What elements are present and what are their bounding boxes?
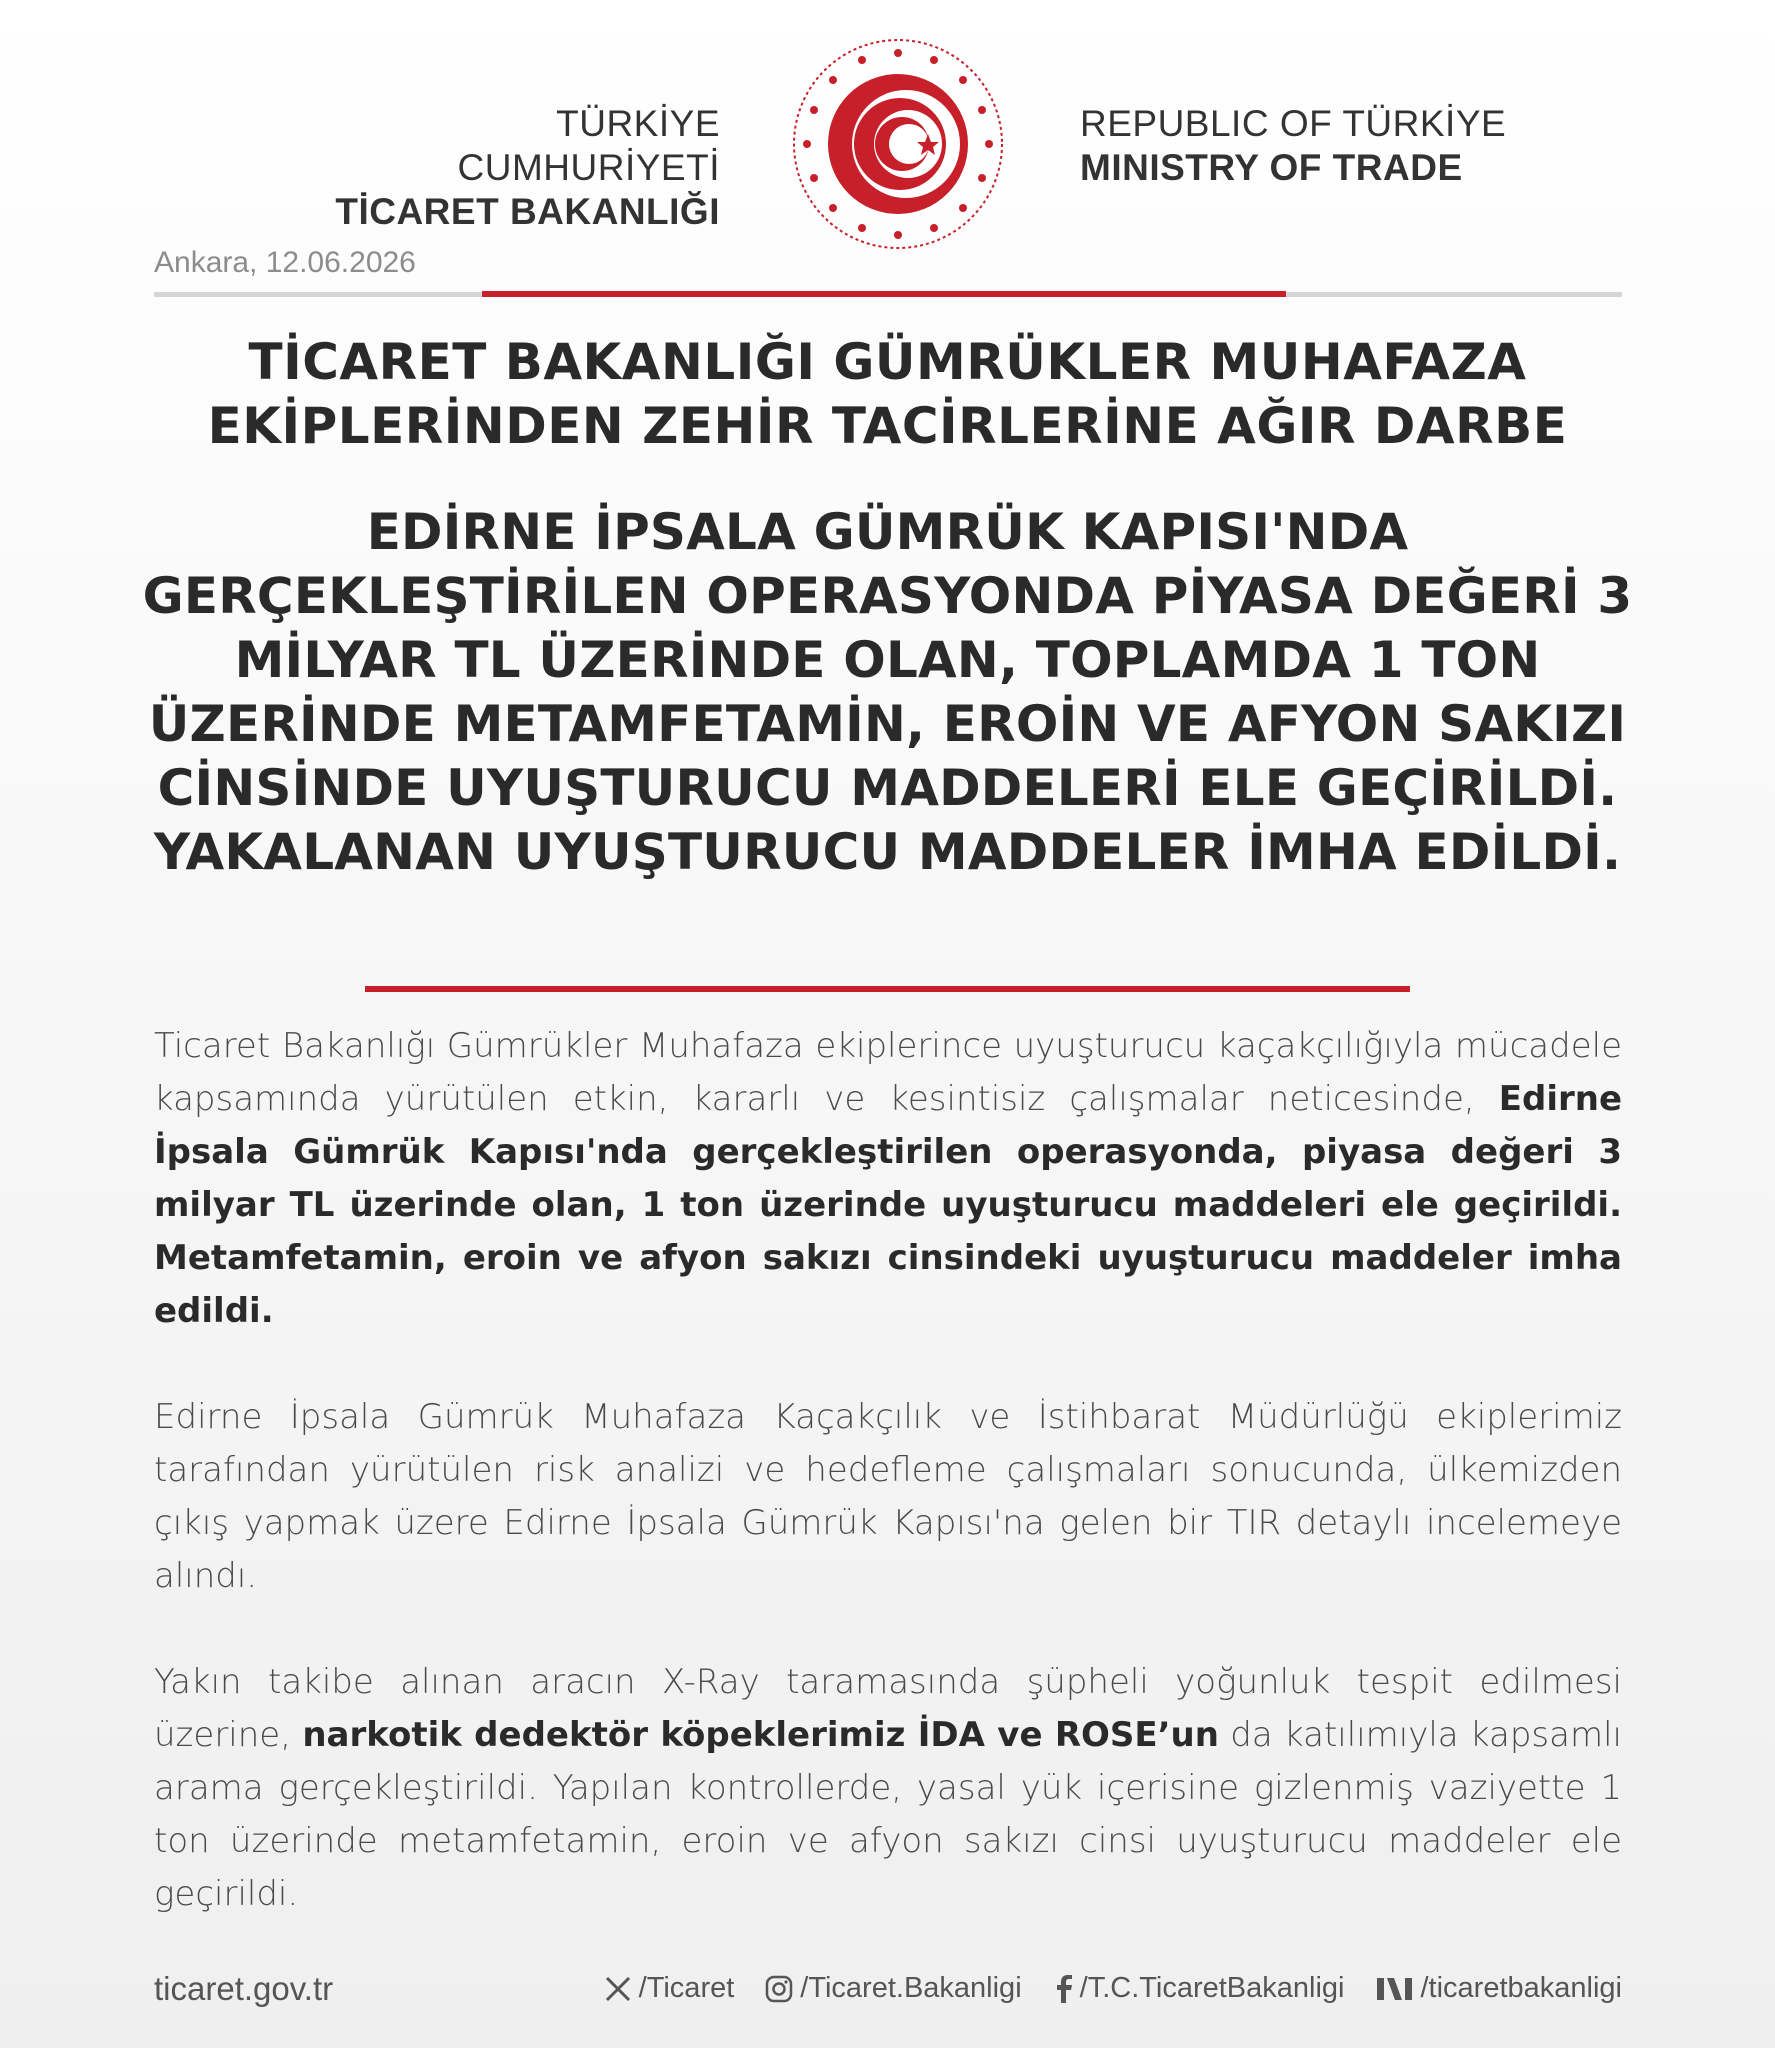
social-handle: /ticaretbakanligi bbox=[1420, 1972, 1622, 2004]
divider-red-mid bbox=[365, 986, 1410, 992]
social-nsosyal[interactable] bbox=[1375, 1972, 1623, 2005]
paragraph-text: Yakın takibe alınan aracın X-Ray taramasında şüpheli yoğunluk tespit edilmesi üzerine, bbox=[154, 1662, 1622, 1755]
social-x[interactable] bbox=[603, 1972, 735, 2005]
paragraph-2 bbox=[154, 1391, 1622, 1603]
social-handle: /Ticaret bbox=[638, 1972, 735, 2004]
state-name-tr: TÜRKİYE CUMHURİYETİ bbox=[457, 103, 720, 188]
press-release-subtitle: EDİRNE İPSALA GÜMRÜK KAPISI'NDA GERÇEKLEŞTİRİLEN OPERASYONDA PİYASA DEĞERİ 3 MİLYAR TL ÜZERİNDE OLAN, TOPLAMDA 1 TON ÜZERİNDE METAMFETAMİN, EROİN VE AFYON SAKIZI CİNSİNDE UYUŞTURUCU MADDELERİ ELE GEÇİRİLDİ. YAKALANAN UYUŞTURUCU MADDELER İMHA EDİLDİ. bbox=[142, 503, 1633, 881]
paragraph-bold-text: narkotik dedektör köpeklerimiz İDA ve ROSE’un bbox=[302, 1715, 1219, 1755]
x-icon bbox=[603, 1974, 633, 2004]
social-handle: /T.C.TicaretBakanligi bbox=[1079, 1972, 1345, 2004]
letterhead-turkish bbox=[300, 102, 720, 234]
ministry-name-tr: TİCARET BAKANLIĞI bbox=[335, 191, 720, 232]
paragraph-text: Ticaret Bakanlığı Gümrükler Muhafaza ekiplerince uyuşturucu kaçakçılığıyla mücadele kapsamında yürütülen etkin, kararlı ve kesintisiz çalışmalar neticesinde, bbox=[154, 1026, 1622, 1119]
facebook-icon bbox=[1052, 1974, 1074, 2004]
paragraph-text: da katılımıyla kapsamlı arama gerçekleştirildi. Yapılan kontrollerde, yasal yük içerisine gizlenmiş vaziyette 1 ton üzerinde metamfetamin, eroin ve afyon sakızı cinsi uyuşturucu maddeler ele geçirildi. bbox=[154, 1715, 1622, 1914]
divider-red-top bbox=[482, 291, 1286, 297]
footer bbox=[154, 1970, 1622, 2014]
instagram-icon bbox=[764, 1974, 794, 2004]
state-name-en: REPUBLIC OF TÜRKİYE bbox=[1080, 103, 1507, 144]
press-release-title: TİCARET BAKANLIĞI GÜMRÜKLER MUHAFAZA EKİPLERİNDEN ZEHİR TACİRLERİNE AĞIR DARBE bbox=[207, 333, 1568, 455]
website-link[interactable]: ticaret.gov.tr bbox=[154, 1970, 334, 2007]
letterhead bbox=[0, 0, 1775, 250]
paragraph-text: Edirne İpsala Gümrük Muhafaza Kaçakçılık ve İstihbarat Müdürlüğü ekiplerimiz tarafından yürütülen risk analizi ve hedefleme çalışmaları sonucunda, ülkemizden çıkış yapmak üzere Edirne İpsala Gümrük Kapısı'na gelen bir TIR detaylı incelemeye alındı. bbox=[154, 1397, 1622, 1596]
social-facebook[interactable] bbox=[1052, 1972, 1345, 2005]
letterhead-english bbox=[1080, 102, 1540, 190]
paragraph-bold-text: Edirne İpsala Gümrük Kapısı'nda gerçekleştirilen operasyonda, piyasa değeri 3 milyar TL üzerinde olan, 1 ton üzerinde uyuşturucu maddeleri ele geçirildi. Metamfetamin, eroin ve afyon sakızı cinsindeki uyuşturucu maddeler imha edildi. bbox=[154, 1079, 1622, 1331]
nsosyal-icon bbox=[1375, 1974, 1415, 2004]
press-release-body bbox=[154, 1020, 1622, 1974]
ministry-of-trade-emblem-icon bbox=[788, 34, 1008, 254]
social-handle: /Ticaret.Bakanligi bbox=[800, 1972, 1022, 2004]
social-links bbox=[603, 1972, 1622, 2005]
paragraph-1 bbox=[154, 1020, 1622, 1338]
paragraph-3 bbox=[154, 1656, 1622, 1921]
ministry-name-en: MINISTRY OF TRADE bbox=[1080, 147, 1463, 188]
social-instagram[interactable] bbox=[764, 1972, 1021, 2005]
dateline: Ankara, 12.06.2026 bbox=[154, 246, 416, 279]
